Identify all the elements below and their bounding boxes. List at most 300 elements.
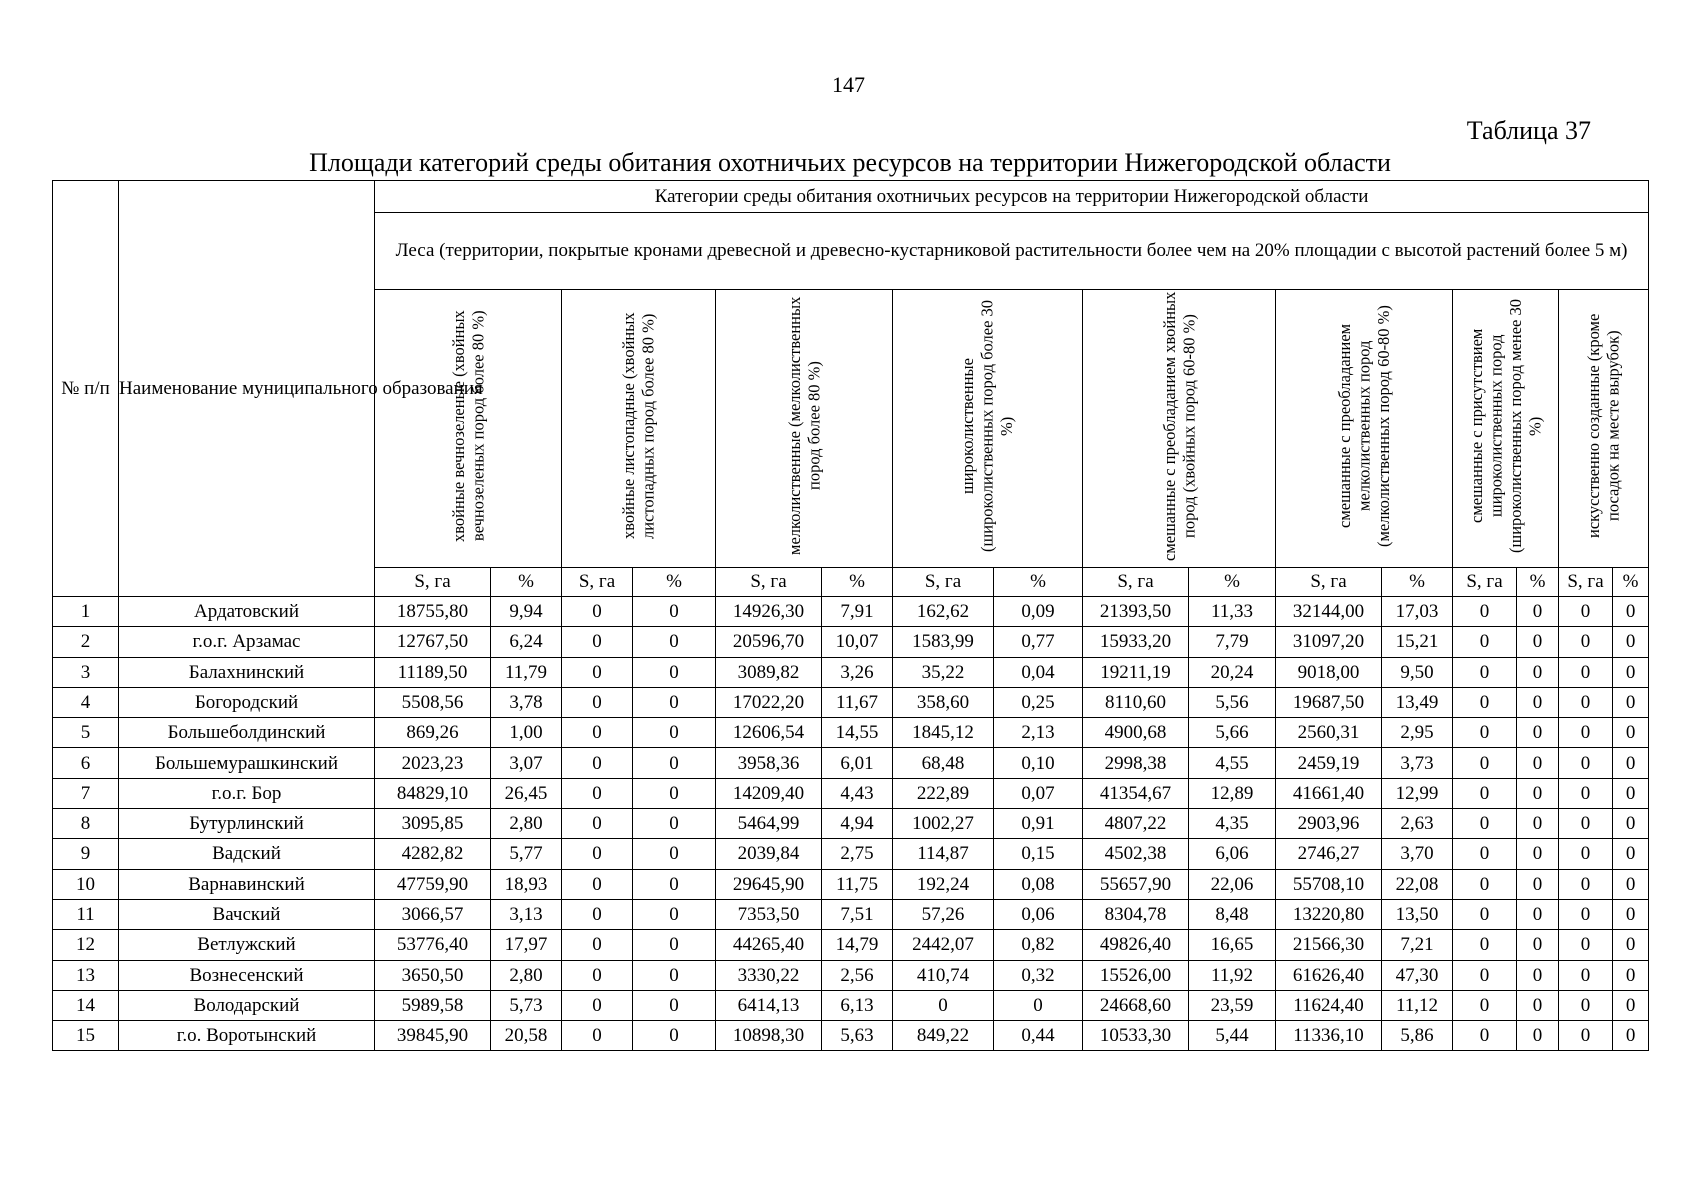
area-value-cell: 0 xyxy=(562,960,633,990)
percent-value-cell: 0,77 xyxy=(994,627,1083,657)
percent-value-cell: 0 xyxy=(633,990,716,1020)
area-value-cell: 0 xyxy=(1559,869,1613,899)
percent-value-cell: 0 xyxy=(1517,718,1559,748)
percent-value-cell: 0 xyxy=(633,809,716,839)
percent-value-cell: 5,66 xyxy=(1189,718,1276,748)
area-value-cell: 0 xyxy=(1453,930,1517,960)
area-value-cell: 0 xyxy=(1453,718,1517,748)
percent-value-cell: 20,24 xyxy=(1189,657,1276,687)
percent-value-cell: 9,94 xyxy=(491,597,562,627)
percent-value-cell: 0 xyxy=(633,839,716,869)
area-value-cell: 14926,30 xyxy=(716,597,822,627)
percent-value-cell: 0 xyxy=(1517,778,1559,808)
area-value-cell: 21566,30 xyxy=(1276,930,1382,960)
percent-value-cell: 4,35 xyxy=(1189,809,1276,839)
area-value-cell: 1845,12 xyxy=(893,718,994,748)
percent-value-cell: 7,79 xyxy=(1189,627,1276,657)
area-value-cell: 0 xyxy=(1559,687,1613,717)
percent-value-cell: 0 xyxy=(1517,597,1559,627)
table-row xyxy=(53,1021,1649,1051)
percent-value-cell: 23,59 xyxy=(1189,990,1276,1020)
area-value-cell: 0 xyxy=(1453,597,1517,627)
table-row xyxy=(53,657,1649,687)
area-value-cell: 5508,56 xyxy=(375,687,491,717)
percent-value-cell: 3,07 xyxy=(491,748,562,778)
municipality-name-cell: Ардатовский xyxy=(119,597,375,627)
row-number-cell: 9 xyxy=(53,839,119,869)
percent-value-cell: 0,44 xyxy=(994,1021,1083,1051)
area-value-cell: 5464,99 xyxy=(716,809,822,839)
area-value-cell: 3066,57 xyxy=(375,899,491,929)
area-value-cell: 7353,50 xyxy=(716,899,822,929)
row-number-cell: 1 xyxy=(53,597,119,627)
row-number-cell: 6 xyxy=(53,748,119,778)
area-value-cell: 8304,78 xyxy=(1083,899,1189,929)
percent-value-cell: 5,63 xyxy=(822,1021,893,1051)
percent-value-cell: 0 xyxy=(1613,899,1649,929)
area-value-cell: 20596,70 xyxy=(716,627,822,657)
percent-value-cell: 22,06 xyxy=(1189,869,1276,899)
percent-value-cell: 16,65 xyxy=(1189,930,1276,960)
area-value-cell: 4282,82 xyxy=(375,839,491,869)
percent-value-cell: 18,93 xyxy=(491,869,562,899)
row-number-cell: 14 xyxy=(53,990,119,1020)
percent-value-cell: 14,55 xyxy=(822,718,893,748)
area-value-cell: 49826,40 xyxy=(1083,930,1189,960)
table-row xyxy=(53,930,1649,960)
table-row xyxy=(53,627,1649,657)
header-unit-area: S, га xyxy=(716,568,822,597)
percent-value-cell: 0,15 xyxy=(994,839,1083,869)
header-unit-area: S, га xyxy=(375,568,491,597)
percent-value-cell: 15,21 xyxy=(1382,627,1453,657)
percent-value-cell: 4,43 xyxy=(822,778,893,808)
row-number-cell: 8 xyxy=(53,809,119,839)
area-value-cell: 0 xyxy=(562,990,633,1020)
header-unit-area: S, га xyxy=(1276,568,1382,597)
header-forest-group-label: хвойные вечнозеленые (хвойных вечнозеленых пород более 80 %) xyxy=(448,309,487,542)
percent-value-cell: 0,32 xyxy=(994,960,1083,990)
municipality-name-cell: Володарский xyxy=(119,990,375,1020)
percent-value-cell: 0 xyxy=(633,597,716,627)
area-value-cell: 5989,58 xyxy=(375,990,491,1020)
municipality-name-cell: Бутурлинский xyxy=(119,809,375,839)
area-value-cell: 0 xyxy=(1453,869,1517,899)
percent-value-cell: 11,75 xyxy=(822,869,893,899)
area-value-cell: 18755,80 xyxy=(375,597,491,627)
municipality-name-cell: Варнавинский xyxy=(119,869,375,899)
percent-value-cell: 3,78 xyxy=(491,687,562,717)
municipality-name-cell: Вачский xyxy=(119,899,375,929)
area-value-cell: 55657,90 xyxy=(1083,869,1189,899)
area-value-cell: 162,62 xyxy=(893,597,994,627)
percent-value-cell: 6,24 xyxy=(491,627,562,657)
area-value-cell: 0 xyxy=(562,597,633,627)
percent-value-cell: 0 xyxy=(1613,687,1649,717)
percent-value-cell: 11,67 xyxy=(822,687,893,717)
percent-value-cell: 0 xyxy=(1517,990,1559,1020)
area-value-cell: 3095,85 xyxy=(375,809,491,839)
percent-value-cell: 3,13 xyxy=(491,899,562,929)
percent-value-cell: 0,91 xyxy=(994,809,1083,839)
row-number-cell: 4 xyxy=(53,687,119,717)
header-forest-group xyxy=(716,290,893,568)
percent-value-cell: 0 xyxy=(1517,657,1559,687)
row-number-cell: 11 xyxy=(53,899,119,929)
area-value-cell: 0 xyxy=(1559,1021,1613,1051)
area-value-cell: 192,24 xyxy=(893,869,994,899)
percent-value-cell: 0 xyxy=(633,778,716,808)
header-unit-area: S, га xyxy=(1083,568,1189,597)
percent-value-cell: 0 xyxy=(1517,809,1559,839)
area-value-cell: 4502,38 xyxy=(1083,839,1189,869)
area-value-cell: 10898,30 xyxy=(716,1021,822,1051)
area-value-cell: 32144,00 xyxy=(1276,597,1382,627)
area-value-cell: 2459,19 xyxy=(1276,748,1382,778)
area-value-cell: 0 xyxy=(1453,960,1517,990)
row-number-cell: 7 xyxy=(53,778,119,808)
row-number-cell: 12 xyxy=(53,930,119,960)
area-value-cell: 15526,00 xyxy=(1083,960,1189,990)
percent-value-cell: 0 xyxy=(1613,990,1649,1020)
header-municipality-name: Наименование муниципального образования xyxy=(119,181,375,597)
area-value-cell: 84829,10 xyxy=(375,778,491,808)
header-forest-group-label: хвойные листопадные (хвойных листопадных пород более 80 %) xyxy=(619,312,658,540)
area-value-cell: 41661,40 xyxy=(1276,778,1382,808)
area-value-cell: 0 xyxy=(1559,899,1613,929)
table-row xyxy=(53,597,1649,627)
percent-value-cell: 20,58 xyxy=(491,1021,562,1051)
percent-value-cell: 0 xyxy=(994,990,1083,1020)
header-forest-group xyxy=(1559,290,1649,568)
area-value-cell: 0 xyxy=(893,990,994,1020)
header-unit-area: S, га xyxy=(562,568,633,597)
area-value-cell: 0 xyxy=(1453,778,1517,808)
table-row xyxy=(53,869,1649,899)
area-value-cell: 2442,07 xyxy=(893,930,994,960)
area-value-cell: 0 xyxy=(1453,748,1517,778)
percent-value-cell: 2,56 xyxy=(822,960,893,990)
percent-value-cell: 0 xyxy=(1517,930,1559,960)
header-unit-area: S, га xyxy=(893,568,994,597)
percent-value-cell: 0 xyxy=(1613,718,1649,748)
percent-value-cell: 9,50 xyxy=(1382,657,1453,687)
header-forest-group xyxy=(1083,290,1276,568)
area-value-cell: 0 xyxy=(1453,687,1517,717)
percent-value-cell: 0 xyxy=(1613,1021,1649,1051)
header-forests: Леса (территории, покрытые кронами древесной и древесно-кустарниковой растительности более чем на 20% площадии с высотой растений более 5 м) xyxy=(375,213,1649,290)
area-value-cell: 13220,80 xyxy=(1276,899,1382,929)
area-value-cell: 19211,19 xyxy=(1083,657,1189,687)
municipality-name-cell: Большеболдинский xyxy=(119,718,375,748)
row-number-cell: 15 xyxy=(53,1021,119,1051)
header-unit-percent: % xyxy=(822,568,893,597)
area-value-cell: 0 xyxy=(562,778,633,808)
area-value-cell: 12767,50 xyxy=(375,627,491,657)
area-value-cell: 0 xyxy=(562,627,633,657)
header-unit-percent: % xyxy=(1382,568,1453,597)
percent-value-cell: 7,51 xyxy=(822,899,893,929)
percent-value-cell: 0,04 xyxy=(994,657,1083,687)
area-value-cell: 57,26 xyxy=(893,899,994,929)
area-value-cell: 0 xyxy=(1559,627,1613,657)
percent-value-cell: 0 xyxy=(1613,748,1649,778)
header-forest-group-label: широколиственные (широколиственных пород более 30 %) xyxy=(958,299,1017,552)
percent-value-cell: 6,06 xyxy=(1189,839,1276,869)
area-value-cell: 869,26 xyxy=(375,718,491,748)
header-unit-area: S, га xyxy=(1559,568,1613,597)
percent-value-cell: 12,89 xyxy=(1189,778,1276,808)
percent-value-cell: 0 xyxy=(633,930,716,960)
area-value-cell: 0 xyxy=(1559,718,1613,748)
area-value-cell: 3089,82 xyxy=(716,657,822,687)
area-value-cell: 0 xyxy=(562,1021,633,1051)
area-value-cell: 358,60 xyxy=(893,687,994,717)
municipality-name-cell: г.о. Воротынский xyxy=(119,1021,375,1051)
table-row xyxy=(53,687,1649,717)
percent-value-cell: 0,82 xyxy=(994,930,1083,960)
percent-value-cell: 0 xyxy=(1613,839,1649,869)
percent-value-cell: 0 xyxy=(633,960,716,990)
municipality-name-cell: Большемурашкинский xyxy=(119,748,375,778)
percent-value-cell: 0 xyxy=(633,657,716,687)
percent-value-cell: 0 xyxy=(1517,960,1559,990)
percent-value-cell: 3,70 xyxy=(1382,839,1453,869)
municipality-name-cell: Вознесенский xyxy=(119,960,375,990)
area-value-cell: 0 xyxy=(1559,990,1613,1020)
percent-value-cell: 22,08 xyxy=(1382,869,1453,899)
percent-value-cell: 11,92 xyxy=(1189,960,1276,990)
percent-value-cell: 0 xyxy=(1517,748,1559,778)
percent-value-cell: 17,97 xyxy=(491,930,562,960)
area-value-cell: 29645,90 xyxy=(716,869,822,899)
area-value-cell: 19687,50 xyxy=(1276,687,1382,717)
area-value-cell: 0 xyxy=(1559,839,1613,869)
area-value-cell: 2560,31 xyxy=(1276,718,1382,748)
area-value-cell: 0 xyxy=(1453,899,1517,929)
header-unit-percent: % xyxy=(994,568,1083,597)
percent-value-cell: 0,25 xyxy=(994,687,1083,717)
row-number-cell: 10 xyxy=(53,869,119,899)
table-title: Площади категорий среды обитания охотничьих ресурсов на территории Нижегородской области xyxy=(309,148,1391,177)
percent-value-cell: 3,73 xyxy=(1382,748,1453,778)
area-value-cell: 11624,40 xyxy=(1276,990,1382,1020)
header-unit-area: S, га xyxy=(1453,568,1517,597)
area-value-cell: 47759,90 xyxy=(375,869,491,899)
header-forest-group-label: мелколиственные (мелколиственных пород более 80 %) xyxy=(784,296,823,556)
area-value-cell: 24668,60 xyxy=(1083,990,1189,1020)
percent-value-cell: 11,12 xyxy=(1382,990,1453,1020)
area-value-cell: 3958,36 xyxy=(716,748,822,778)
page-number: 147 xyxy=(832,72,865,97)
area-value-cell: 0 xyxy=(1559,778,1613,808)
percent-value-cell: 2,63 xyxy=(1382,809,1453,839)
percent-value-cell: 2,75 xyxy=(822,839,893,869)
percent-value-cell: 0 xyxy=(1613,809,1649,839)
percent-value-cell: 5,77 xyxy=(491,839,562,869)
area-value-cell: 15933,20 xyxy=(1083,627,1189,657)
percent-value-cell: 11,79 xyxy=(491,657,562,687)
area-value-cell: 0 xyxy=(1453,1021,1517,1051)
percent-value-cell: 0 xyxy=(1613,869,1649,899)
area-value-cell: 1583,99 xyxy=(893,627,994,657)
area-value-cell: 114,87 xyxy=(893,839,994,869)
percent-value-cell: 0,07 xyxy=(994,778,1083,808)
area-value-cell: 68,48 xyxy=(893,748,994,778)
header-forest-group-label: смешанные с преобладанием хвойных пород (хвойных пород 60-80 %) xyxy=(1159,291,1198,561)
row-number-cell: 2 xyxy=(53,627,119,657)
percent-value-cell: 2,80 xyxy=(491,809,562,839)
header-unit-percent: % xyxy=(633,568,716,597)
area-value-cell: 11189,50 xyxy=(375,657,491,687)
percent-value-cell: 6,01 xyxy=(822,748,893,778)
habitat-table xyxy=(52,180,1649,1051)
percent-value-cell: 0 xyxy=(1613,627,1649,657)
percent-value-cell: 0 xyxy=(1517,839,1559,869)
area-value-cell: 0 xyxy=(562,809,633,839)
header-forest-group-label: искусственно созданные (кроме посадок на месте вырубок) xyxy=(1584,313,1623,538)
percent-value-cell: 0 xyxy=(1517,687,1559,717)
municipality-name-cell: г.о.г. Бор xyxy=(119,778,375,808)
area-value-cell: 0 xyxy=(562,930,633,960)
header-forest-group-label: смешанные с преобладанием мелколиственных пород (мелколиственных пород 60-80 %) xyxy=(1334,304,1393,547)
area-value-cell: 4807,22 xyxy=(1083,809,1189,839)
percent-value-cell: 0 xyxy=(1613,657,1649,687)
header-row-number: № п/п xyxy=(53,181,119,597)
area-value-cell: 0 xyxy=(1559,930,1613,960)
area-value-cell: 2903,96 xyxy=(1276,809,1382,839)
area-value-cell: 2039,84 xyxy=(716,839,822,869)
area-value-cell: 53776,40 xyxy=(375,930,491,960)
area-value-cell: 0 xyxy=(1559,657,1613,687)
percent-value-cell: 13,50 xyxy=(1382,899,1453,929)
area-value-cell: 0 xyxy=(1559,960,1613,990)
percent-value-cell: 0 xyxy=(633,869,716,899)
area-value-cell: 39845,90 xyxy=(375,1021,491,1051)
percent-value-cell: 4,55 xyxy=(1189,748,1276,778)
area-value-cell: 2746,27 xyxy=(1276,839,1382,869)
header-forest-group-label: смешанные с присутствием широколиственных пород (широколиственных пород менее 30 %) xyxy=(1466,298,1544,553)
area-value-cell: 44265,40 xyxy=(716,930,822,960)
header-forest-group xyxy=(893,290,1083,568)
header-unit-percent: % xyxy=(491,568,562,597)
percent-value-cell: 14,79 xyxy=(822,930,893,960)
table-row xyxy=(53,839,1649,869)
municipality-name-cell: г.о.г. Арзамас xyxy=(119,627,375,657)
percent-value-cell: 1,00 xyxy=(491,718,562,748)
percent-value-cell: 5,86 xyxy=(1382,1021,1453,1051)
area-value-cell: 0 xyxy=(562,899,633,929)
row-number-cell: 13 xyxy=(53,960,119,990)
percent-value-cell: 2,13 xyxy=(994,718,1083,748)
table-row xyxy=(53,809,1649,839)
table-label: Таблица 37 xyxy=(1466,116,1591,145)
municipality-name-cell: Богородский xyxy=(119,687,375,717)
area-value-cell: 0 xyxy=(1453,657,1517,687)
percent-value-cell: 7,21 xyxy=(1382,930,1453,960)
area-value-cell: 3650,50 xyxy=(375,960,491,990)
percent-value-cell: 17,03 xyxy=(1382,597,1453,627)
area-value-cell: 17022,20 xyxy=(716,687,822,717)
header-forest-group xyxy=(375,290,562,568)
header-unit-percent: % xyxy=(1189,568,1276,597)
percent-value-cell: 11,33 xyxy=(1189,597,1276,627)
percent-value-cell: 2,80 xyxy=(491,960,562,990)
percent-value-cell: 0,06 xyxy=(994,899,1083,929)
header-forest-group xyxy=(562,290,716,568)
header-forest-group xyxy=(1453,290,1559,568)
area-value-cell: 14209,40 xyxy=(716,778,822,808)
municipality-name-cell: Ветлужский xyxy=(119,930,375,960)
area-value-cell: 21393,50 xyxy=(1083,597,1189,627)
area-value-cell: 0 xyxy=(1453,627,1517,657)
percent-value-cell: 0 xyxy=(1613,597,1649,627)
table-row xyxy=(53,990,1649,1020)
area-value-cell: 0 xyxy=(562,687,633,717)
area-value-cell: 0 xyxy=(562,748,633,778)
header-forest-group xyxy=(1276,290,1453,568)
area-value-cell: 1002,27 xyxy=(893,809,994,839)
table-row xyxy=(53,718,1649,748)
row-number-cell: 3 xyxy=(53,657,119,687)
area-value-cell: 849,22 xyxy=(893,1021,994,1051)
area-value-cell: 61626,40 xyxy=(1276,960,1382,990)
percent-value-cell: 0 xyxy=(1613,960,1649,990)
percent-value-cell: 0 xyxy=(1517,627,1559,657)
area-value-cell: 0 xyxy=(562,839,633,869)
municipality-name-cell: Балахнинский xyxy=(119,657,375,687)
table-row xyxy=(53,748,1649,778)
area-value-cell: 10533,30 xyxy=(1083,1021,1189,1051)
percent-value-cell: 8,48 xyxy=(1189,899,1276,929)
percent-value-cell: 0,09 xyxy=(994,597,1083,627)
area-value-cell: 11336,10 xyxy=(1276,1021,1382,1051)
area-value-cell: 0 xyxy=(1453,990,1517,1020)
percent-value-cell: 0 xyxy=(1517,1021,1559,1051)
area-value-cell: 0 xyxy=(1453,839,1517,869)
percent-value-cell: 4,94 xyxy=(822,809,893,839)
area-value-cell: 4900,68 xyxy=(1083,718,1189,748)
area-value-cell: 9018,00 xyxy=(1276,657,1382,687)
percent-value-cell: 13,49 xyxy=(1382,687,1453,717)
percent-value-cell: 0 xyxy=(633,899,716,929)
percent-value-cell: 0 xyxy=(633,718,716,748)
percent-value-cell: 0 xyxy=(1613,778,1649,808)
percent-value-cell: 0 xyxy=(1517,899,1559,929)
area-value-cell: 0 xyxy=(562,718,633,748)
area-value-cell: 0 xyxy=(562,657,633,687)
percent-value-cell: 10,07 xyxy=(822,627,893,657)
percent-value-cell: 0,08 xyxy=(994,869,1083,899)
percent-value-cell: 0 xyxy=(633,748,716,778)
area-value-cell: 0 xyxy=(1453,809,1517,839)
percent-value-cell: 2,95 xyxy=(1382,718,1453,748)
percent-value-cell: 12,99 xyxy=(1382,778,1453,808)
percent-value-cell: 5,44 xyxy=(1189,1021,1276,1051)
area-value-cell: 2023,23 xyxy=(375,748,491,778)
municipality-name-cell: Вадский xyxy=(119,839,375,869)
area-value-cell: 3330,22 xyxy=(716,960,822,990)
percent-value-cell: 5,73 xyxy=(491,990,562,1020)
area-value-cell: 31097,20 xyxy=(1276,627,1382,657)
percent-value-cell: 3,26 xyxy=(822,657,893,687)
percent-value-cell: 0 xyxy=(633,627,716,657)
area-value-cell: 222,89 xyxy=(893,778,994,808)
area-value-cell: 35,22 xyxy=(893,657,994,687)
area-value-cell: 12606,54 xyxy=(716,718,822,748)
percent-value-cell: 0 xyxy=(1517,869,1559,899)
header-unit-percent: % xyxy=(1613,568,1649,597)
